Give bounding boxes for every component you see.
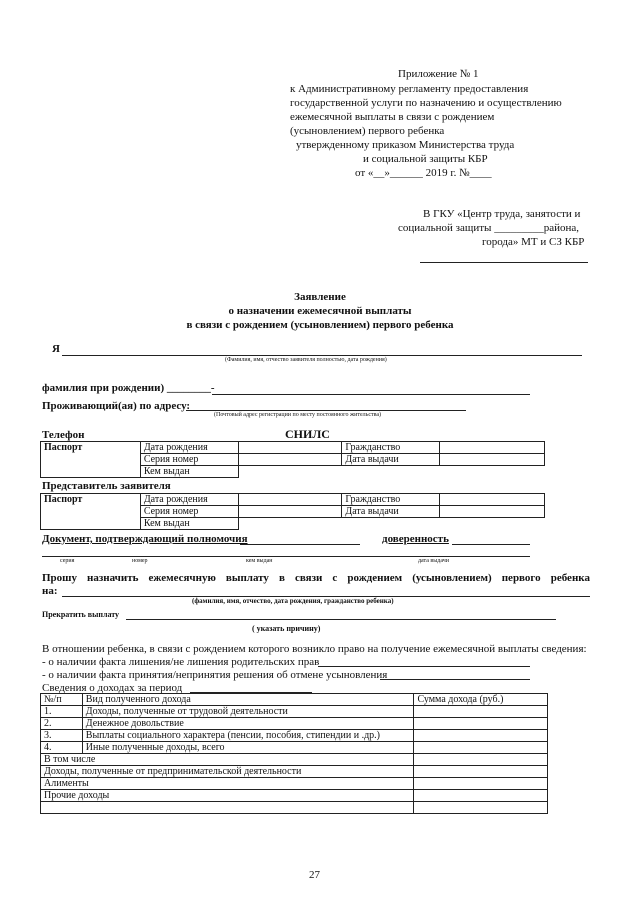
request-word: (усыновлением) (412, 572, 492, 584)
table-cell[interactable] (440, 518, 545, 530)
table-cell[interactable] (414, 766, 548, 778)
hint-number: номер (132, 558, 148, 564)
table-cell: Доходы, полученные от трудовой деятельности (82, 706, 414, 718)
address-line[interactable] (186, 410, 466, 411)
authority-doc-line-2[interactable] (452, 544, 530, 545)
passport-table (40, 441, 545, 478)
applicant-name-line[interactable] (62, 355, 582, 356)
phone-label: Телефон (42, 429, 85, 441)
authority-doc-label: Документ, подтверждающий полномочия (42, 533, 248, 545)
income-period-label: Сведения о доходах за период (42, 682, 183, 694)
child-info-item-line[interactable] (318, 666, 530, 667)
hint-series: серия (60, 558, 75, 564)
table-cell[interactable] (440, 454, 545, 466)
address-label: Проживающий(ая) по адресу: (42, 400, 191, 412)
table-row (41, 718, 548, 730)
table-cell[interactable] (238, 466, 342, 478)
table-cell: Дата выдачи (342, 506, 440, 518)
table-cell: Кем выдан (140, 466, 238, 478)
request-word: с (332, 572, 338, 584)
doc-title: Заявление (294, 291, 346, 303)
request-word: ребенка (550, 572, 590, 584)
table-row (41, 730, 548, 742)
appendix-line: и социальной защиты КБР (363, 153, 488, 165)
child-info-intro: В отношении ребенка, в связи с рождением которого возникло право на получение ежемесячной выплаты сведения: (42, 643, 587, 655)
request-line (42, 572, 590, 584)
table-cell: Иные полученные доходы, всего (82, 742, 414, 754)
table-cell: Выплаты социального характера (пенсии, пособия, стипендии и .др.) (82, 730, 414, 742)
request-word: ежемесячную (148, 572, 216, 584)
appendix-line: утвержденному приказом Министерства труда (296, 139, 515, 151)
stop-payment-label: Прекратить выплату (42, 610, 120, 619)
appendix-line: (усыновлением) первого ребенка (290, 125, 445, 137)
table-cell: Гражданство (342, 494, 440, 506)
table-cell: Алименты (41, 778, 414, 790)
authority-doc-suffix: доверенность (382, 533, 449, 545)
request-word: первого (501, 572, 541, 584)
table-cell[interactable] (440, 494, 545, 506)
appendix-line: от «__»______ 2019 г. №____ (355, 167, 492, 179)
table-cell (342, 466, 440, 478)
signature-line (420, 262, 588, 263)
passport-label: Паспорт (41, 442, 141, 478)
table-cell: 4. (41, 742, 83, 754)
table-row (41, 778, 548, 790)
table-cell[interactable] (238, 518, 342, 530)
request-word: связи (294, 572, 323, 584)
table-cell[interactable] (238, 454, 342, 466)
table-cell[interactable] (238, 506, 342, 518)
table-cell: Кем выдан (140, 518, 238, 530)
appendix-line: ежемесячной выплаты в связи с рождением (290, 111, 495, 123)
table-cell[interactable] (414, 718, 548, 730)
table-cell[interactable] (414, 790, 548, 802)
stop-payment-hint: ( указать причину) (252, 624, 321, 633)
applicant-name-hint: (Фамилия, имя, отчество заявителя полностью, дата рождения) (225, 357, 387, 363)
doc-subtitle: о назначении ежемесячной выплаты (228, 305, 412, 317)
recipient-line: города» МТ и СЗ КБР (482, 236, 585, 248)
table-row (41, 706, 548, 718)
request-na: на: (42, 585, 58, 597)
authority-details-line[interactable] (42, 556, 530, 557)
income-table (40, 693, 548, 814)
table-header: №/п (41, 694, 83, 706)
table-row (41, 442, 545, 454)
table-cell[interactable] (414, 730, 548, 742)
table-cell: В том числе (41, 754, 414, 766)
table-cell[interactable] (440, 442, 545, 454)
table-cell: Денежное довольствие (82, 718, 414, 730)
table-cell[interactable] (440, 466, 545, 478)
table-row (41, 802, 548, 814)
table-row (41, 742, 548, 754)
representative-heading: Представитель заявителя (42, 480, 171, 492)
page-number: 27 (309, 869, 320, 881)
birth-surname-label: фамилия при рождении) ________- (42, 382, 215, 394)
child-info-hint: (фамилия, имя, отчество, дата рождения, гражданство ребенка) (192, 597, 394, 605)
address-hint: (Почтовый адрес регистрации по месту постоянного жительства) (214, 412, 382, 418)
table-cell (41, 802, 414, 814)
table-cell: Доходы, полученные от предпринимательской деятельности (41, 766, 414, 778)
doc-subtitle: в связи с рождением (усыновлением) первого ребенка (186, 319, 454, 331)
table-row (41, 754, 548, 766)
recipient-line: социальной защиты _________района, (398, 222, 579, 234)
table-row (41, 494, 545, 506)
child-info-item-line[interactable] (380, 679, 530, 680)
table-cell[interactable] (414, 754, 548, 766)
table-row (41, 790, 548, 802)
table-cell: Дата выдачи (342, 454, 440, 466)
table-cell[interactable] (414, 706, 548, 718)
table-cell: Серия номер (140, 506, 238, 518)
birth-surname-line[interactable] (212, 394, 530, 395)
request-word: выплату (225, 572, 269, 584)
snils-label: СНИЛС (285, 427, 330, 441)
table-cell: Гражданство (342, 442, 440, 454)
child-info-item: - о наличии факта принятия/непринятия решения об отмене усыновления (42, 669, 388, 681)
child-info-item: - о наличии факта лишения/не лишения родительских прав (42, 656, 320, 668)
table-cell: Прочие доходы (41, 790, 414, 802)
table-cell: Дата рождения (140, 442, 238, 454)
stop-payment-line[interactable] (126, 619, 556, 620)
table-header: Сумма дохода (руб.) (414, 694, 548, 706)
request-word: назначить (87, 572, 139, 584)
request-word: в (278, 572, 285, 584)
table-cell: 3. (41, 730, 83, 742)
table-header: Вид полученного дохода (82, 694, 414, 706)
appendix-line: к Административному регламенту предоставления (290, 83, 529, 95)
table-cell[interactable] (414, 742, 548, 754)
representative-passport-table (40, 493, 545, 530)
passport-label: Паспорт (41, 494, 141, 530)
table-cell[interactable] (238, 442, 342, 454)
table-header-row (41, 694, 548, 706)
request-word: Прошу (42, 572, 77, 584)
hint-issued-by: кем выдан (246, 558, 273, 564)
table-row (41, 766, 548, 778)
hint-issue-date: дата выдачи (418, 558, 449, 564)
table-cell[interactable] (414, 802, 548, 814)
table-cell[interactable] (238, 494, 342, 506)
table-cell: 2. (41, 718, 83, 730)
table-cell: Дата рождения (140, 494, 238, 506)
table-cell: Серия номер (140, 454, 238, 466)
table-cell[interactable] (414, 778, 548, 790)
ya-label: Я (52, 343, 60, 355)
table-cell[interactable] (440, 506, 545, 518)
table-cell: 1. (41, 706, 83, 718)
appendix-title: Приложение № 1 (398, 68, 479, 80)
table-cell (342, 518, 440, 530)
request-word: рождением (347, 572, 403, 584)
recipient-line: В ГКУ «Центр труда, занятости и (423, 208, 581, 220)
authority-doc-line[interactable] (240, 544, 360, 545)
appendix-line: государственной услуги по назначению и осуществлению (290, 97, 562, 109)
